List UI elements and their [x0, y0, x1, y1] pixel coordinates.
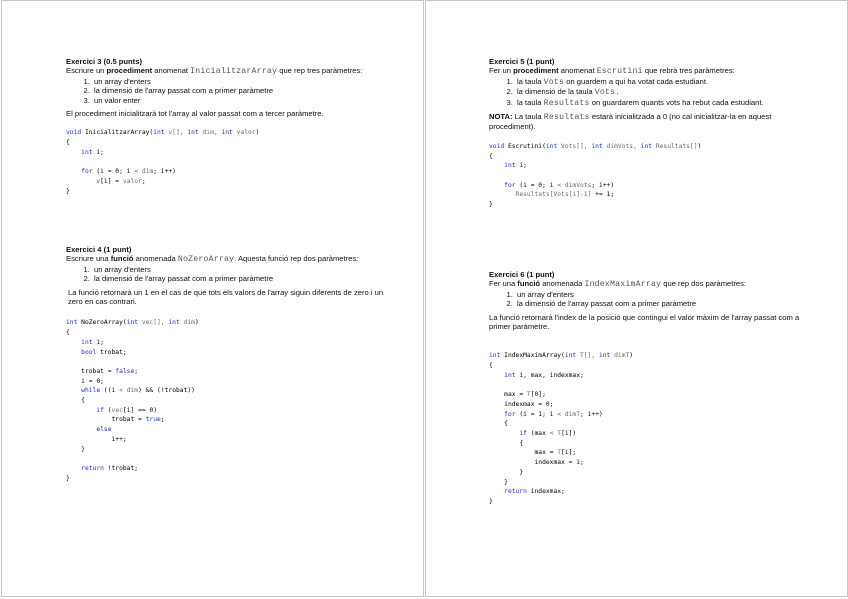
exercise-6-params	[489, 290, 811, 309]
exercise-5-code: void Escrutini(int Vots[], int dimVots, int Resultats[]) { int i; for (i = 0; i < dimVots; i++) Resultats[Vots[i]-1] += 1; }	[489, 142, 702, 209]
list-item: 1. la taula Vots on guardem a qui ha votat cada estudiant.	[515, 77, 811, 87]
exercise-6-code: int IndexMaximArray(int T[], int dimT) { int i, max, indexmax; max = T[0]; indexmax = 0; for (i = 1; i < dimT; i++) { if (max < T[i]) { max = T[i]; indexmax = i; } } return indexmax; }	[489, 352, 634, 505]
exercise-6	[489, 270, 811, 507]
page-left	[1, 0, 424, 597]
exercise-4-title: Exercici 4 (1 punt)	[66, 245, 132, 254]
list-item: 1. un array d'enters	[92, 77, 386, 86]
list-item: 3. la taula Resultats on guardarem quants vots ha rebut cada estudiant.	[515, 98, 811, 108]
exercise-3-code: void InicialitzarArray(int v[], int dim, int valor) { int i; for (i = 0; i < dim; i++) v[i] = valor; }	[66, 129, 260, 195]
exercise-6-description: Fer una funció anomenada IndexMaximArray que rep dos paràmetres:	[489, 279, 747, 290]
exercise-6-note: La funció retornarà l'index de la posició que contingui el valor màxim de l'array passat com a primer paràmetre.	[489, 312, 800, 332]
exercise-4-code: int NoZeroArray(int vec[], int dim) { int i; bool trobat; trobat = false; i = 0; while ((i < dim) && (!trobat)) { if (vec[i] == 0) trobat = true; else i++; } return !trobat; }	[66, 319, 199, 482]
exercise-4-note: La funció retornarà un 1 en el cas de que tots els valors de l'array siguin diferents de zero i un zero en cas contrari.	[68, 287, 384, 307]
exercise-6-title: Exercici 6 (1 punt)	[489, 270, 555, 279]
exercise-4	[66, 245, 388, 483]
list-item: 2. la dimensió de l'array passat com a primer paràmetre	[92, 86, 386, 95]
exercise-4-description: Escriure una funció anomenada NoZeroArray. Aquesta funció rep dos paràmetres:	[66, 254, 359, 265]
list-item: 2. la dimensió de l'array passat com a primer paràmetre	[92, 274, 388, 283]
exercise-3-note: El procediment inicialitzarà tot l'array al valor passat com a tercer paràmetre.	[66, 109, 324, 119]
exercise-3-description: Escriure un procediment anomenat InicialitzarArray que rep tres paràmetres:	[66, 66, 363, 77]
list-item: 2. la dimensió de l'array passat com a primer paràmetre	[515, 299, 811, 308]
exercise-3	[66, 57, 386, 196]
exercise-3-params	[66, 77, 386, 105]
exercise-5-params	[489, 77, 811, 108]
exercise-5-note: NOTA: La taula Resultats estarà inicialitzada a 0 (no cal inicialitzar-la en aquest procediment).	[489, 112, 772, 132]
list-item: 2. la dimensió de la taula Vots.	[515, 87, 811, 97]
page-right	[425, 0, 848, 597]
exercise-4-params	[66, 265, 388, 284]
exercise-5-description: Fer un procediment anomenat Escrutini que rebrà tres paràmetres:	[489, 66, 735, 77]
list-item: 1. un array d'enters	[515, 290, 811, 299]
exercise-5	[489, 57, 811, 210]
exercise-3-title: Exercici 3 (0.5 punts)	[66, 57, 142, 66]
exercise-5-title: Exercici 5 (1 punt)	[489, 57, 555, 66]
list-item: 1. un array d'enters	[92, 265, 388, 274]
list-item: 3. un valor enter	[92, 96, 386, 105]
